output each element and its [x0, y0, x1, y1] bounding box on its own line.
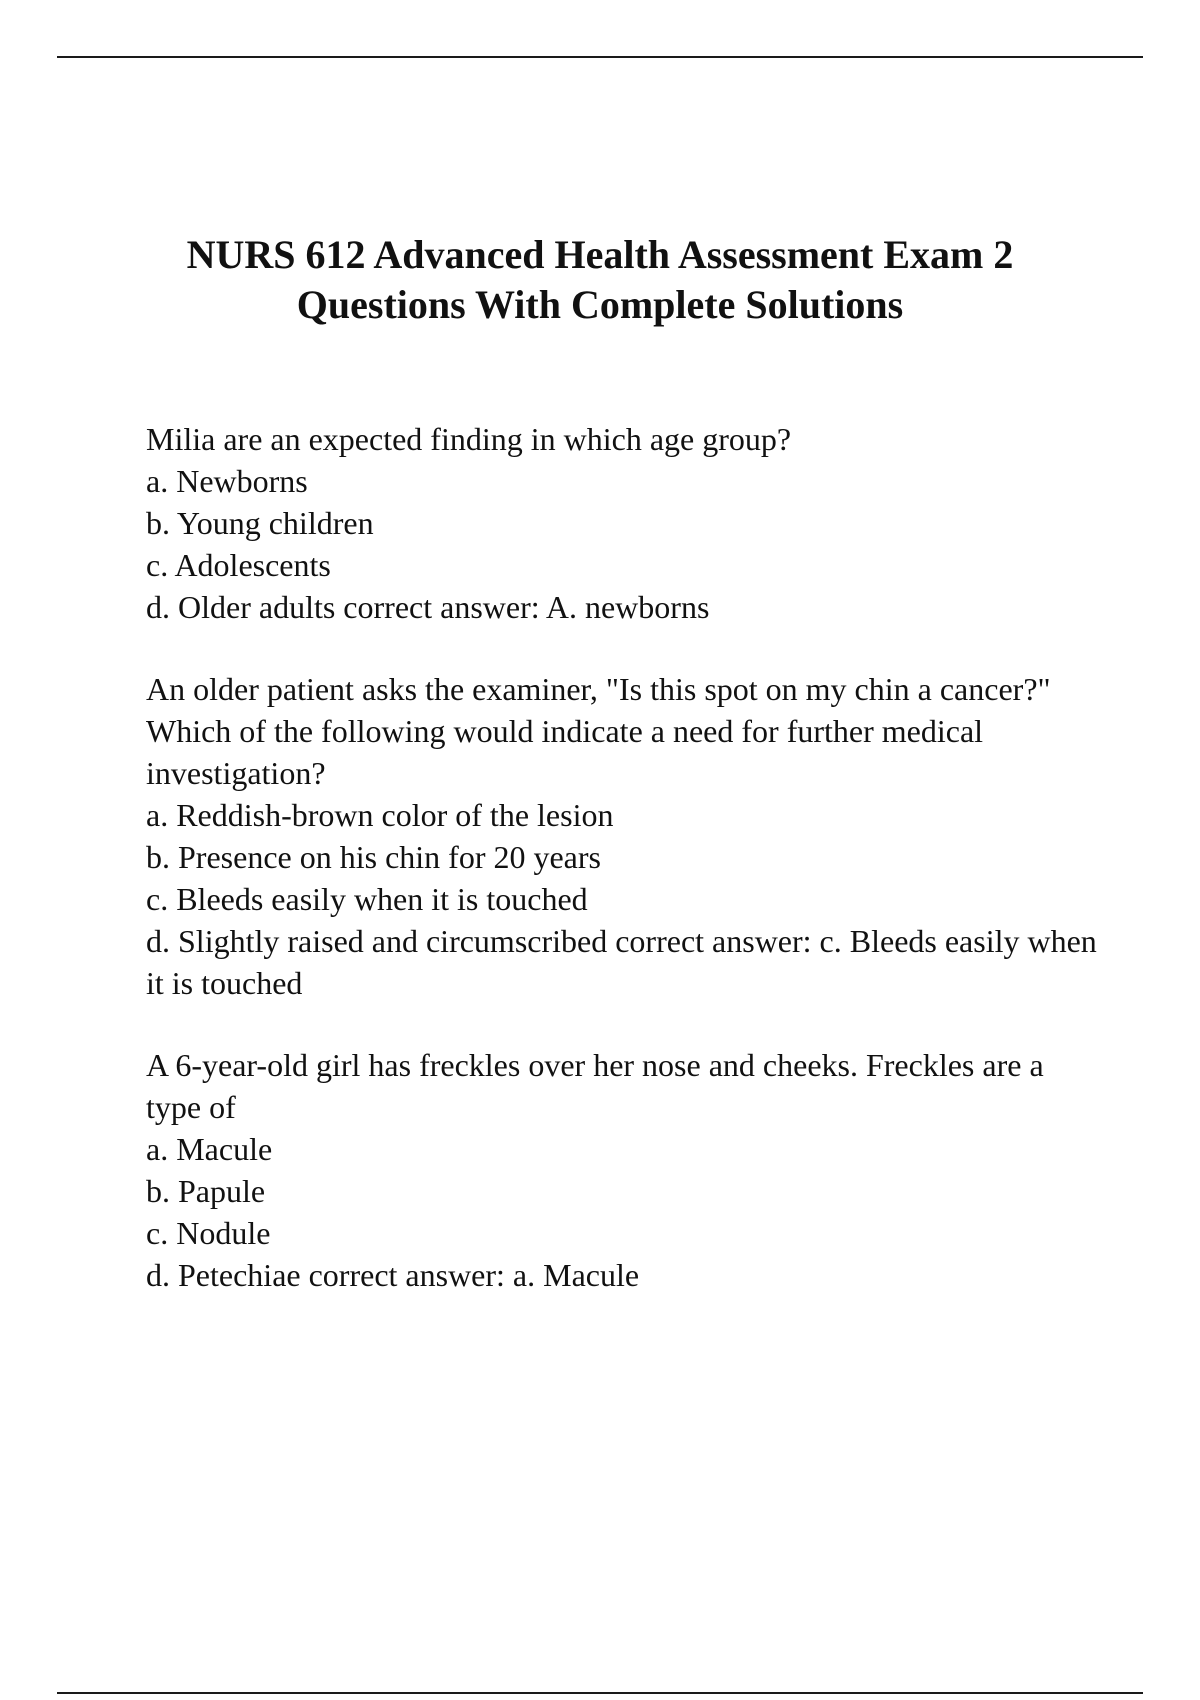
option-d-with-answer: d. Petechiae correct answer: a. Macule: [146, 1257, 640, 1293]
option-b: b. Papule: [146, 1173, 266, 1209]
question-3: [146, 1044, 1106, 1296]
option-a: a. Newborns: [146, 463, 308, 499]
option-a: a. Macule: [146, 1131, 273, 1167]
option-d-with-answer: d. Older adults correct answer: A. newborns: [146, 589, 710, 625]
option-c: c. Adolescents: [146, 547, 331, 583]
title-line-1: NURS 612 Advanced Health Assessment Exam 2: [186, 232, 1014, 277]
option-b: b. Young children: [146, 505, 374, 541]
title-line-2: Questions With Complete Solutions: [296, 282, 904, 327]
option-a: a. Reddish-brown color of the lesion: [146, 797, 614, 833]
question-list: [146, 418, 1106, 1336]
bottom-rule: [57, 1692, 1143, 1694]
question-stem: Milia are an expected finding in which age group?: [146, 421, 792, 457]
option-c: c. Bleeds easily when it is touched: [146, 881, 588, 917]
option-c: c. Nodule: [146, 1215, 271, 1251]
question-1: [146, 418, 1106, 628]
option-d-with-answer: d. Slightly raised and circumscribed correct answer: c. Bleeds easily when it is touched: [146, 923, 1097, 1001]
question-stem: An older patient asks the examiner, "Is this spot on my chin a cancer?" Which of the following would indicate a need for further medical investigation?: [146, 671, 1051, 791]
question-stem: A 6-year-old girl has freckles over her nose and cheeks. Freckles are a type of: [146, 1047, 1044, 1125]
top-rule: [57, 56, 1143, 58]
question-2: [146, 668, 1106, 1004]
document-title: [100, 230, 1100, 330]
option-b: b. Presence on his chin for 20 years: [146, 839, 601, 875]
